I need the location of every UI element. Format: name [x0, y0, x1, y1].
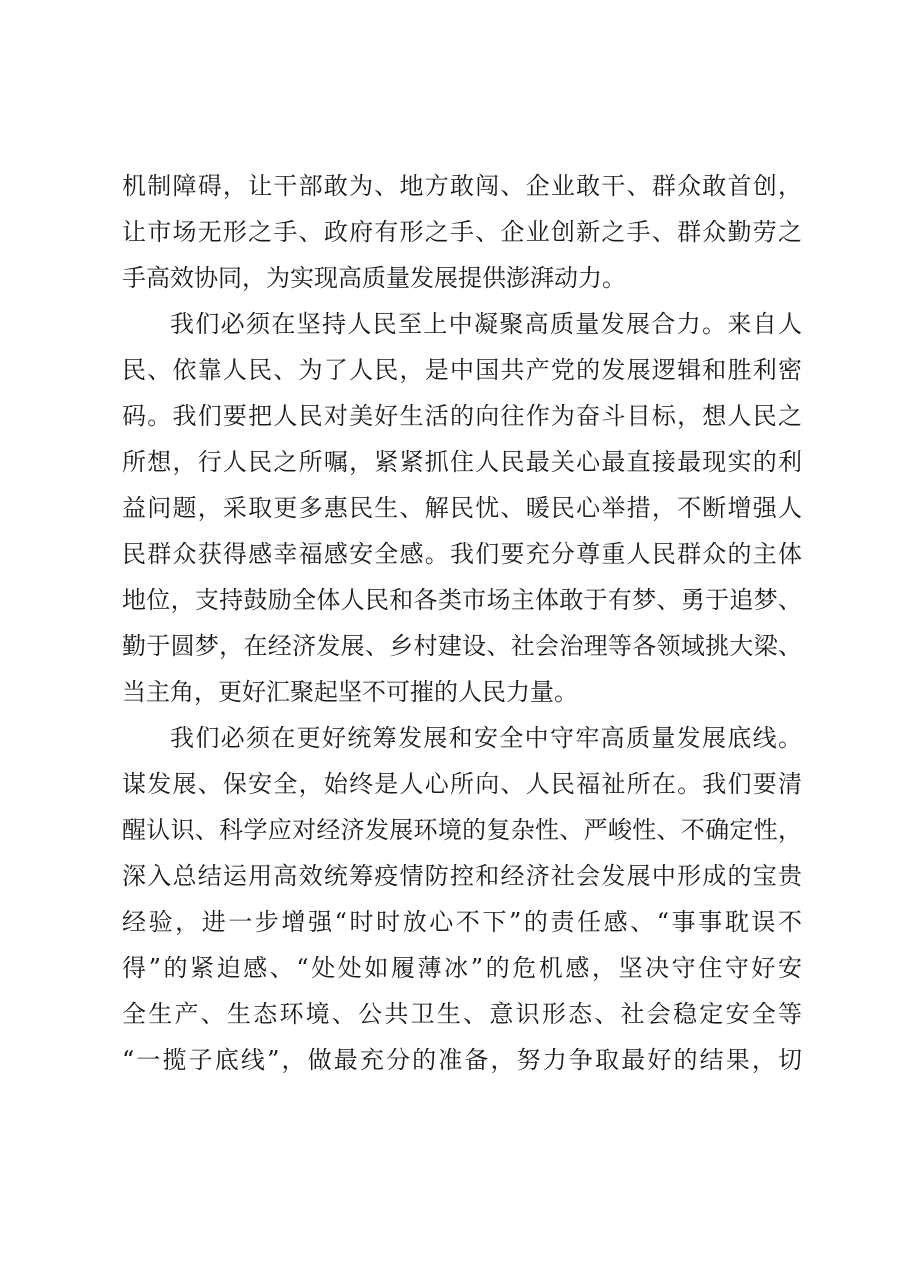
paragraph-first-line: 我们必须在更好统筹发展和安全中守牢高质量发展底线。: [170, 724, 802, 752]
body-text: [122, 163, 802, 1083]
text-line: 得”的紧迫感、“处处如履薄冰”的危机感，坚决守住守好安: [122, 954, 802, 982]
text-line: 深入总结运用高效统筹疫情防控和经济社会发展中形成的宝贵: [122, 862, 802, 890]
text-line: 当主角，更好汇聚起坚不可摧的人民力量。: [122, 678, 578, 706]
text-line: 醒认识、科学应对经济发展环境的复杂性、严峻性、不确定性，: [122, 816, 802, 844]
text-line: “一揽子底线”，做最充分的准备，努力争取最好的结果，切: [122, 1046, 802, 1074]
text-line: 经验，进一步增强“时时放心不下”的责任感、“事事耽误不: [122, 908, 802, 936]
text-line: 手高效协同，为实现高质量发展提供澎湃动力。: [122, 264, 626, 292]
text-line: 让市场无形之手、政府有形之手、企业创新之手、群众勤劳之: [122, 218, 802, 246]
text-line: 地位，支持鼓励全体人民和各类市场主体敢于有梦、勇于追梦、: [122, 586, 802, 614]
text-line: 民、依靠人民、为了人民，是中国共产党的发展逻辑和胜利密: [122, 356, 802, 384]
text-line: 益问题，采取更多惠民生、解民忧、暖民心举措，不断增强人: [122, 494, 802, 522]
text-line: 谋发展、保安全，始终是人心所向、人民福祉所在。我们要清: [122, 770, 802, 798]
text-line: 码。我们要把人民对美好生活的向往作为奋斗目标，想人民之: [122, 402, 802, 430]
text-line: 全生产、生态环境、公共卫生、意识形态、社会稳定安全等: [122, 1000, 802, 1028]
text-line: 勤于圆梦，在经济发展、乡村建设、社会治理等各领域挑大梁、: [122, 632, 802, 660]
text-line: 机制障碍，让干部敢为、地方敢闯、企业敢干、群众敢首创，: [122, 172, 802, 200]
text-line: 所想，行人民之所嘱，紧紧抓住人民最关心最直接最现实的利: [122, 448, 802, 476]
text-line: 民群众获得感幸福感安全感。我们要充分尊重人民群众的主体: [122, 540, 802, 568]
paragraph-first-line: 我们必须在坚持人民至上中凝聚高质量发展合力。来自人: [170, 310, 802, 338]
